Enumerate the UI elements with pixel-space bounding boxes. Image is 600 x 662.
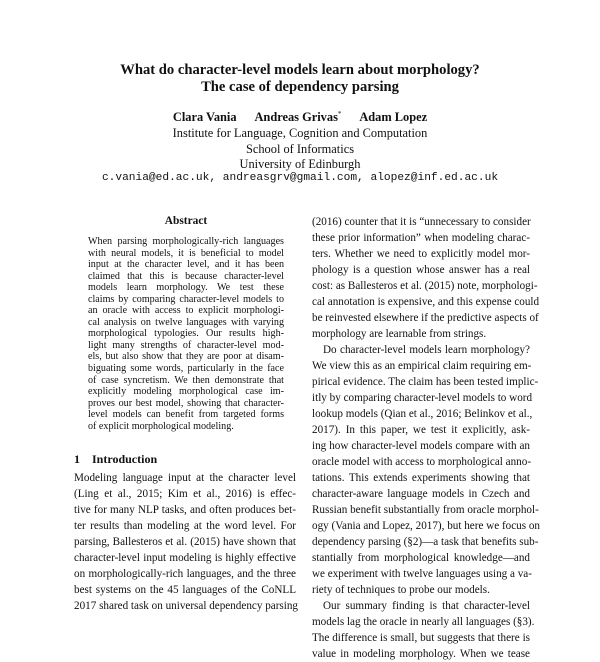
text-line: Our summary finding is that character-level [323, 600, 530, 612]
text-line: best systems on the 45 languages of the CoNLL [74, 584, 296, 596]
introduction-body [74, 470, 298, 612]
text-line: tive for many NLP tasks, and often produces bet- [74, 504, 296, 516]
paragraph [312, 342, 541, 598]
text-line: parsing, Ballesteros et al. (2015) have shown that [74, 536, 296, 548]
abstract-body [88, 236, 284, 432]
text-line: Modeling language input at the character level [74, 472, 296, 484]
paper-title-line-1: What do character-level models learn about morphology? [120, 62, 480, 78]
text-line: with neural models, it is beneficial to model [88, 247, 284, 259]
text-line: cal analysis on twelve languages with varying [88, 316, 284, 328]
text-line: morphological typologies. Our results high- [88, 328, 284, 340]
text-line: input at the character level, and it has been [88, 259, 284, 271]
text-line: level models can benefit from targeted forms [88, 409, 284, 421]
text-line: cost: as Ballesteros et al. (2015) note, morphologi- [312, 280, 538, 292]
text-line: of case syncretism. We then demonstrate that [88, 374, 284, 386]
text-line: 2017 shared task on universal dependency parsing [74, 600, 298, 612]
text-line: Russian benefit substantially from oracle morphol- [312, 504, 539, 516]
text-line: oracle model with access to morphological anno- [312, 456, 532, 468]
author-name: Andreas Grivas [254, 110, 338, 124]
text-line: these prior information” when modeling charac- [312, 232, 530, 244]
right-column-body [312, 214, 541, 660]
text-line: claimed that this is because character-level [88, 270, 284, 282]
author-name: Clara Vania [172, 110, 237, 124]
text-line: We view this as an empirical claim requiring em- [312, 360, 532, 372]
text-line: on morphologically-rich languages, and the three [74, 568, 296, 580]
text-line: character-aware language models in Czech and [312, 488, 530, 500]
text-line: claims by comparing character-level models to [88, 293, 284, 305]
text-line: ogy (Vania and Lopez, 2017), but here we focus on [312, 520, 541, 532]
text-line: we experiment with twelve languages using a va- [312, 568, 532, 580]
text-line: phology is a question whose answer has a real [312, 264, 530, 276]
text-line: character-level input modeling is highly effective [74, 552, 296, 564]
text-line: models learn morphology. We test these [88, 282, 284, 294]
text-line: 2017). In this paper, we test it explicitly, ask- [312, 424, 530, 436]
text-line: value in modeling morphology. When we tease [312, 648, 530, 660]
text-line: Do character-level models learn morphology? [323, 344, 530, 356]
text-line: ter results than modeling at the word level. For [74, 520, 296, 532]
text-line: dependency parsing (§2)—a task that benefits sub- [312, 536, 539, 548]
paragraph [312, 598, 535, 662]
text-line: morphology are learnable from strings. [312, 328, 487, 340]
text-line: tations. This extends experiments showing that [312, 472, 530, 484]
paper-title-line-2: The case of dependency parsing [201, 79, 399, 95]
text-line: ters. Whether we need to explicitly model mor- [312, 248, 530, 260]
text-line: (2016) counter that it is “unnecessary to consider [312, 216, 531, 228]
text-line: lookup models (Qian et al., 2016; Belinkov et al., [312, 408, 533, 420]
section-heading-introduction: 1 Introduction [74, 452, 158, 466]
author-list [0, 110, 600, 125]
text-line: explicitly modeling morphological case im- [88, 386, 284, 398]
text-line: itly by comparing character-level models to word [312, 392, 533, 404]
text-line: stantially from morphological knowledge—and [312, 552, 530, 564]
author-footnote-mark: * [337, 109, 342, 118]
paragraph [312, 214, 540, 342]
text-line: pirical evidence. The claim has been tested implic- [312, 376, 539, 388]
author-emails: c.vania@ed.ac.uk, andreasgrv@gmail.com, alopez@inf.ed.ac.uk [101, 172, 499, 184]
text-line: models lag the oracle in nearly all languages (§3). [312, 616, 535, 628]
affiliation-school: School of Informatics [245, 142, 355, 156]
text-line: of explicit morphological modeling. [88, 420, 234, 432]
affiliation-institute: Institute for Language, Cognition and Computation [172, 126, 428, 140]
text-line: proves our best model, showing that character- [88, 397, 284, 409]
affiliation-university: University of Edinburgh [239, 157, 361, 171]
text-line: light many strengths of character-level mod- [88, 339, 284, 351]
text-line: The difference is small, but suggests that there is [312, 632, 530, 644]
text-line: When parsing morphologically-rich languages [88, 236, 284, 247]
abstract-heading: Abstract [164, 215, 208, 227]
text-line: riety of techniques to probe our models. [312, 584, 490, 596]
text-line: (Ling et al., 2015; Kim et al., 2016) is effec- [74, 488, 296, 500]
text-line: ing how character-level models compare with an [312, 440, 530, 452]
text-line: be reinvested elsewhere if the predictive aspects of [312, 312, 539, 324]
text-line: biguating some words, particularly in the face [88, 363, 284, 375]
text-line: an oracle with access to explicit morphologi- [88, 305, 284, 317]
text-line: els, but also show that they are poor at disam- [88, 351, 284, 363]
author-name: Adam Lopez [359, 110, 428, 124]
text-line: cal annotation is expensive, and this expense could [312, 296, 540, 308]
